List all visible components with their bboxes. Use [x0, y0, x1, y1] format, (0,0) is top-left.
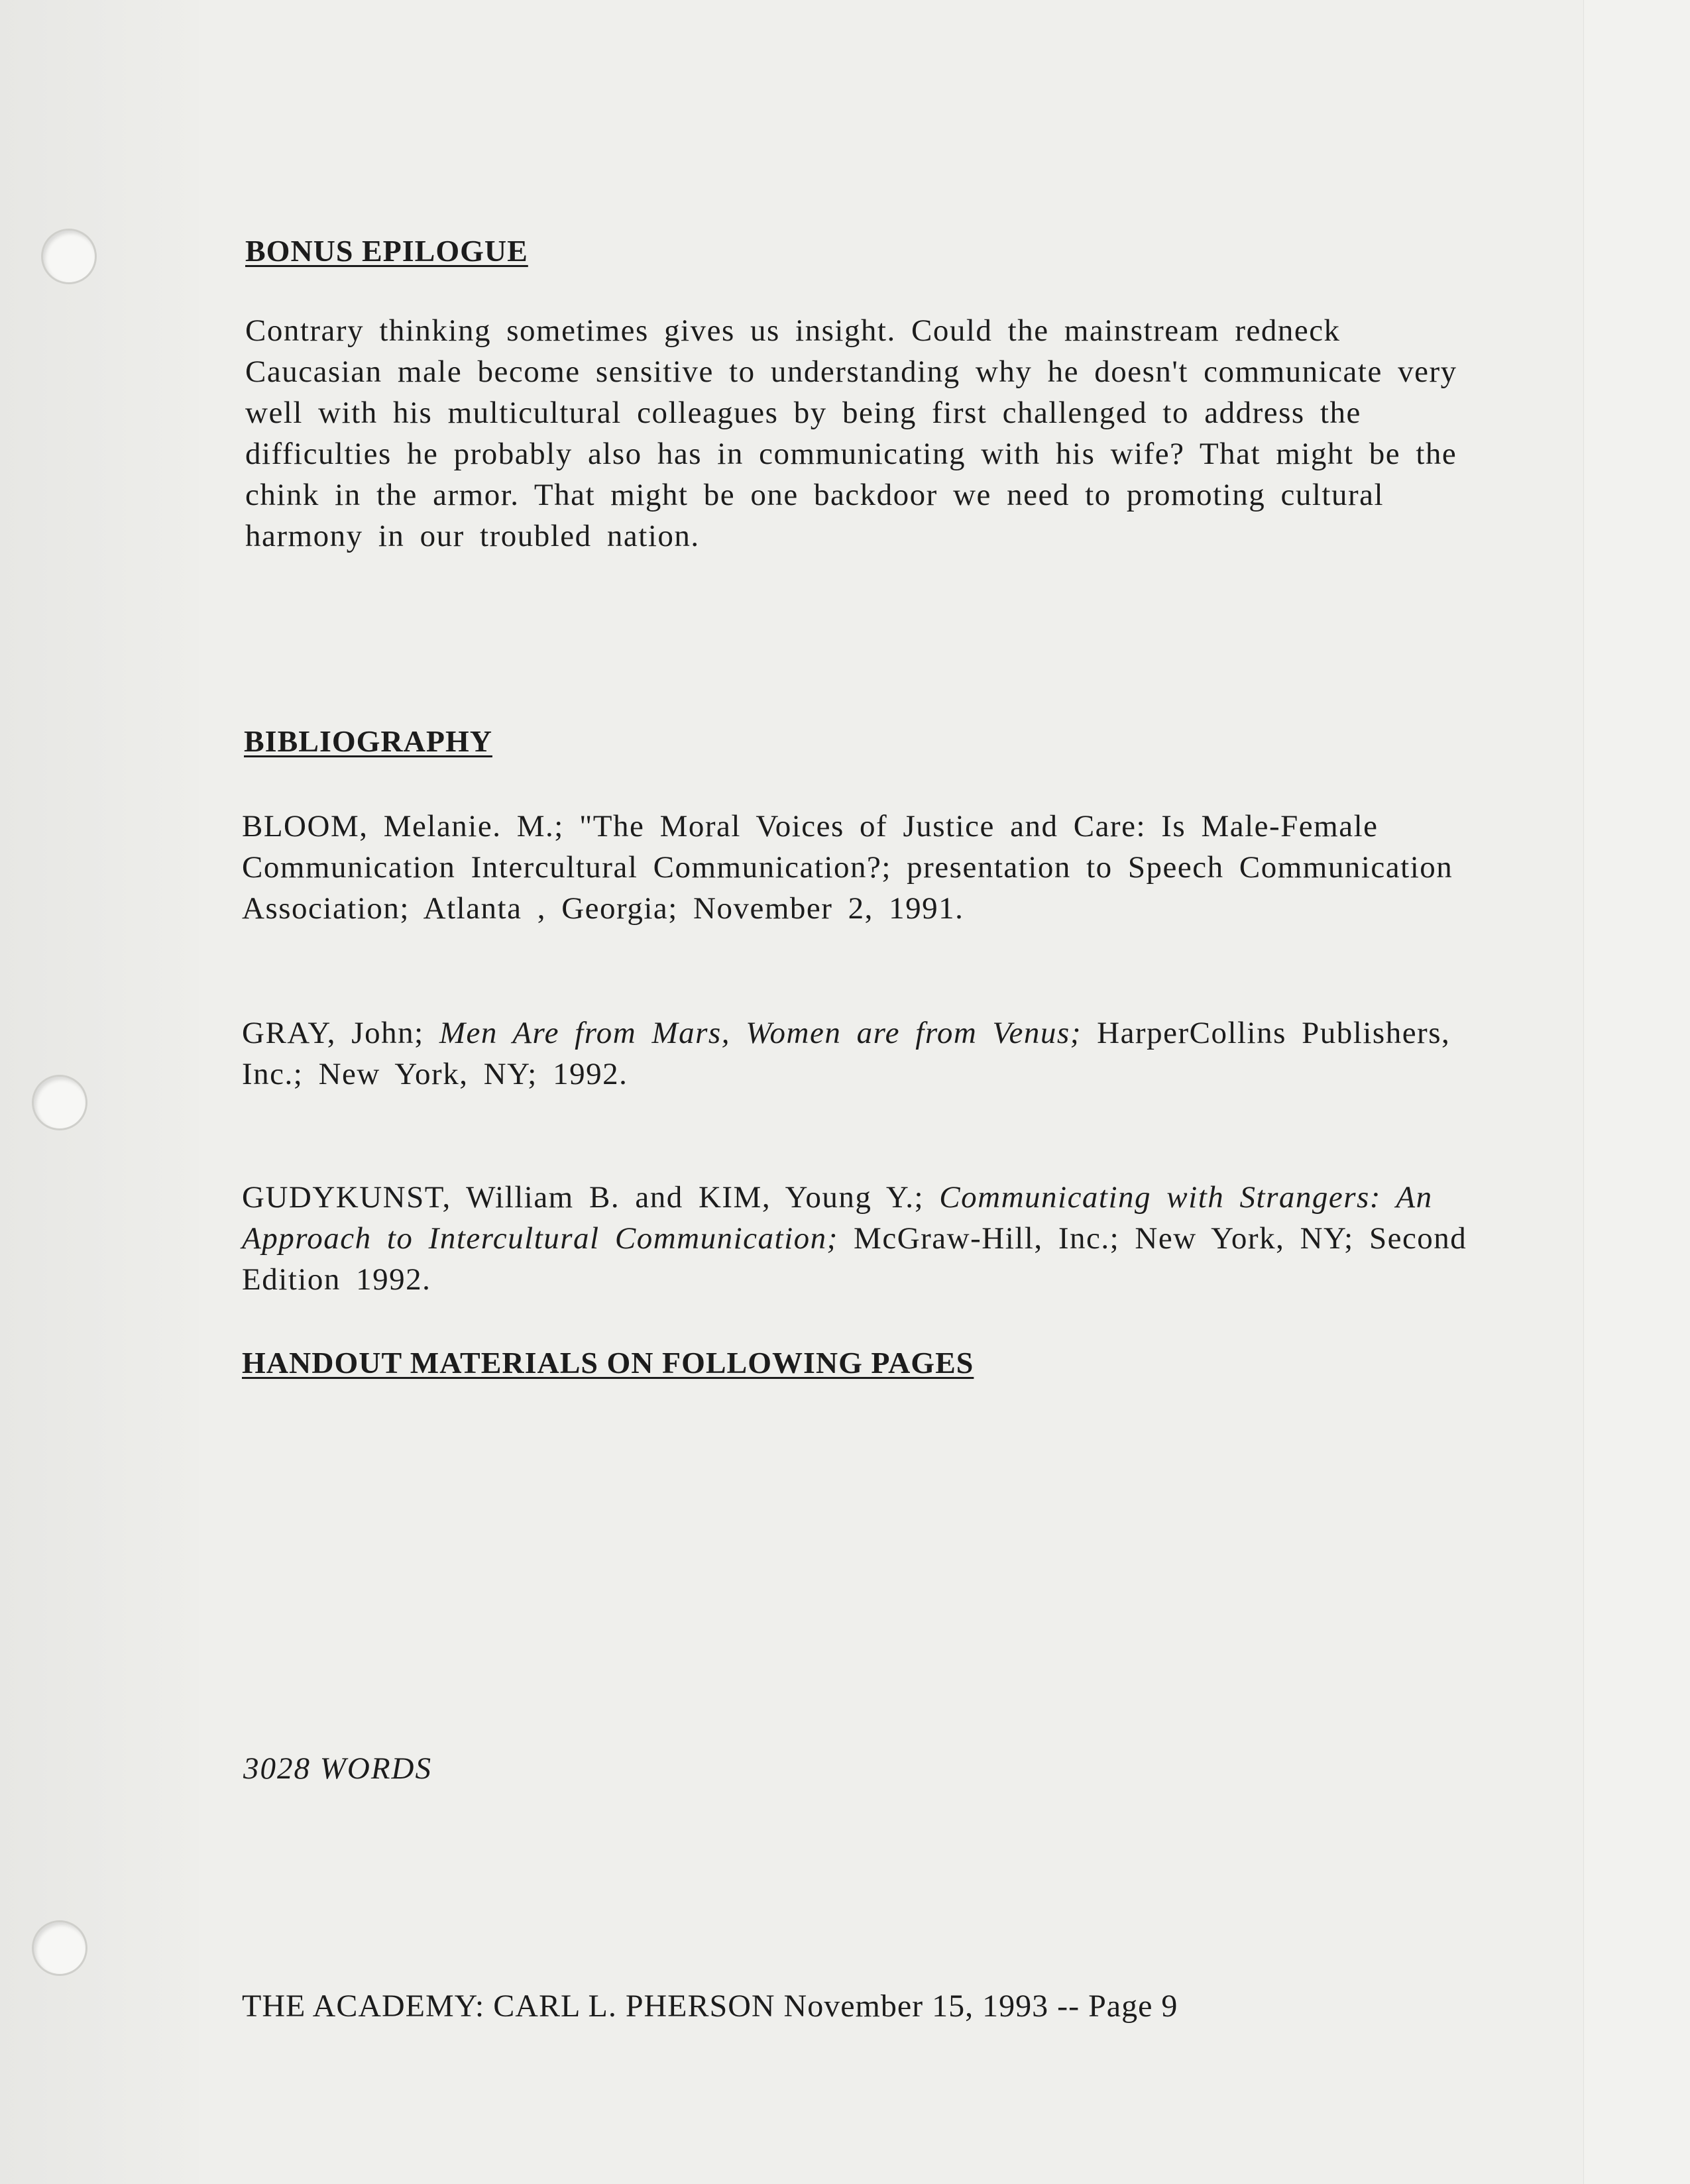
- reference-publisher: HarperCollins Publishers, Inc.; New York, NY; 1992.: [242, 1016, 1451, 1091]
- bibliography-heading: BIBLIOGRAPHY: [244, 724, 492, 758]
- binder-edge: [0, 0, 199, 2184]
- epilogue-paragraph: Contrary thinking sometimes gives us insight. Could the mainstream redneck Caucasian male become sensitive to understanding why he doesn't communicate very well with his multicultural colleagues by being first challenged to address the difficulties he probably also has in communicating with his wife? That might be the chink in the armor. That might be one backdoor we need to promoting cultural harmony in our troubled nation.: [245, 313, 1457, 553]
- word-count: 3028 WORDS: [243, 1751, 432, 1786]
- bibliography-entry-gray: [242, 1012, 1488, 1095]
- reference-publisher: McGraw-Hill, Inc.; New York, NY; Second Edition 1992.: [242, 1221, 1467, 1297]
- reference-author: GRAY, John;: [242, 1016, 424, 1050]
- reference-title: Communicating with Strangers: An Approach to Intercultural Communication;: [242, 1180, 1433, 1256]
- reference-title: Men Are from Mars, Women are from Venus;: [439, 1016, 1082, 1050]
- epilogue-heading: BONUS EPILOGUE: [245, 234, 528, 268]
- punch-hole: [32, 1075, 87, 1130]
- bibliography-entry-bloom: BLOOM, Melanie. M.; "The Moral Voices of Justice and Care: Is Male-Female Communication Intercultural Communication?; presentation to Speech Communication Association; Atlanta , Georgia; November 2, 1991.: [242, 809, 1453, 926]
- page-right-edge: [1583, 0, 1690, 2184]
- handout-heading: HANDOUT MATERIALS ON FOLLOWING PAGES: [242, 1346, 974, 1380]
- bibliography-entry-gudykunst: [242, 1177, 1488, 1300]
- punch-hole: [32, 1920, 87, 1976]
- punch-hole: [41, 229, 97, 284]
- page-footer: THE ACADEMY: CARL L. PHERSON November 15, 1993 -- Page 9: [242, 1989, 1178, 2024]
- reference-author: GUDYKUNST, William B. and KIM, Young Y.;: [242, 1180, 925, 1215]
